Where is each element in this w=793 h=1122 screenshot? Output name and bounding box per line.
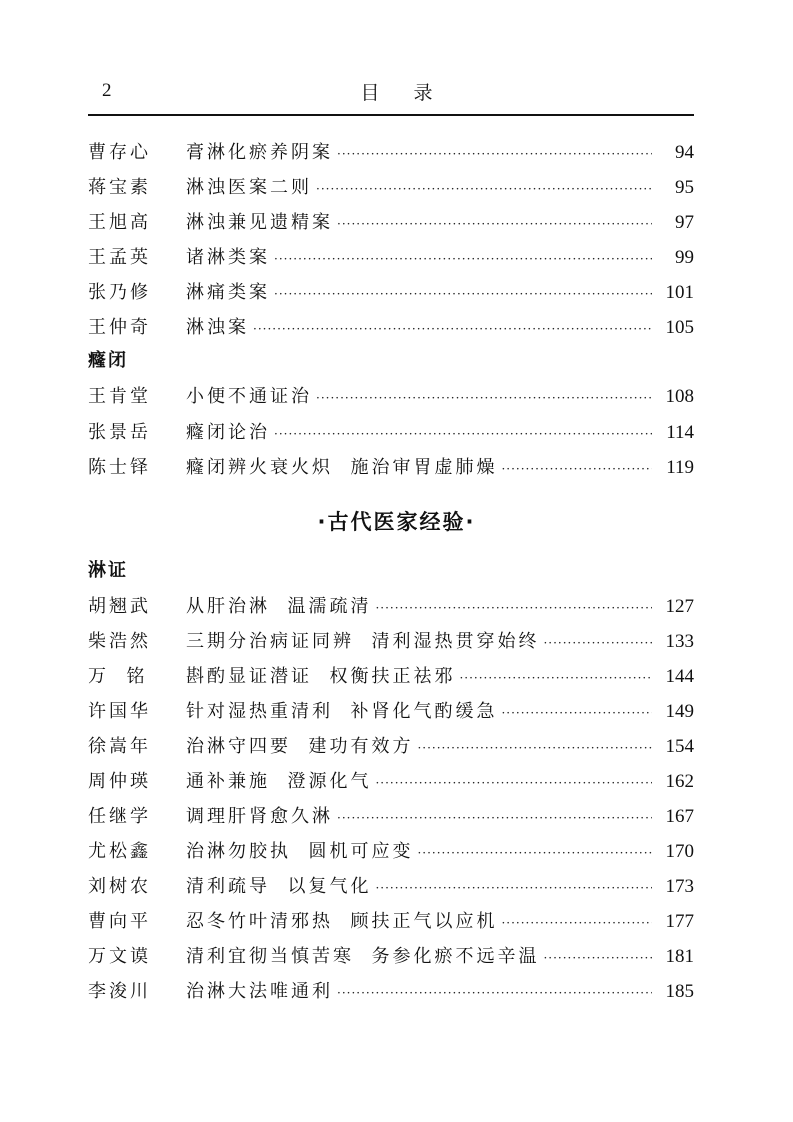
entry-page: 101 [665, 282, 694, 303]
entry-author: 刘树农 [88, 876, 151, 897]
entry-page: 105 [665, 317, 694, 338]
toc-entry[interactable] [88, 313, 694, 343]
dot-leader [501, 454, 652, 484]
dot-leader [459, 663, 652, 693]
entry-page: 114 [666, 422, 694, 443]
entry-title: 清利宜彻当慎苦寒 务参化瘀不远辛温 [186, 946, 540, 967]
page-number: 2 [102, 80, 112, 101]
dot-leader [375, 593, 652, 623]
entry-title: 癃闭论治 [186, 422, 270, 443]
dot-leader [417, 838, 652, 868]
toc-entry[interactable] [88, 243, 694, 273]
entry-page: 99 [675, 247, 694, 268]
header-rule [88, 114, 694, 116]
entry-title: 三期分治病证同辨 清利湿热贯穿始终 [186, 631, 540, 652]
running-title: 目录 [360, 82, 467, 104]
entry-title: 治淋守四要 建功有效方 [186, 736, 414, 757]
toc-entry[interactable] [88, 907, 694, 937]
toc-entry[interactable] [88, 138, 694, 168]
dot-leader [543, 943, 652, 973]
toc-entry[interactable] [88, 697, 694, 727]
dot-leader [274, 419, 652, 449]
entry-title: 诸淋类案 [186, 247, 270, 268]
entry-author: 陈士铎 [88, 457, 151, 478]
toc-entry[interactable] [88, 592, 694, 622]
toc-entry[interactable] [88, 662, 694, 692]
dot-leader [337, 209, 652, 239]
entry-title: 清利疏导 以复气化 [186, 876, 372, 897]
toc-entry[interactable] [88, 208, 694, 238]
entry-author: 曹向平 [88, 911, 151, 932]
entry-page: 162 [665, 771, 694, 792]
entry-author: 尤松鑫 [88, 841, 151, 862]
entry-page: 181 [665, 946, 694, 967]
dot-leader [337, 978, 652, 1008]
entry-author: 张乃修 [88, 282, 151, 303]
entry-author: 周仲瑛 [88, 771, 151, 792]
toc-entry[interactable] [88, 872, 694, 902]
entry-title: 治淋大法唯通利 [186, 981, 333, 1002]
toc-entry[interactable] [88, 767, 694, 797]
entry-author: 曹存心 [88, 142, 151, 163]
entry-title: 调理肝肾愈久淋 [186, 806, 333, 827]
dot-leader [543, 628, 652, 658]
entry-author: 王旭高 [88, 212, 151, 233]
toc-entry[interactable] [88, 977, 694, 1007]
entry-author: 徐嵩年 [88, 736, 151, 757]
entry-author: 李浚川 [88, 981, 151, 1002]
entry-page: 119 [666, 457, 694, 478]
entry-page: 185 [665, 981, 694, 1002]
entry-author: 胡翘武 [88, 596, 151, 617]
entry-title: 膏淋化瘀养阴案 [186, 142, 333, 163]
entry-page: 97 [675, 212, 694, 233]
toc-entry[interactable] [88, 173, 694, 203]
entry-author: 王仲奇 [88, 317, 151, 338]
entry-author: 任继学 [88, 806, 151, 827]
entry-title: 治淋勿胶执 圆机可应变 [186, 841, 414, 862]
entry-title: 从肝治淋 温濡疏清 [186, 596, 372, 617]
entry-page: 167 [665, 806, 694, 827]
entry-title: 斟酌显证潜证 权衡扶正祛邪 [186, 666, 456, 687]
entry-page: 170 [665, 841, 694, 862]
entry-page: 177 [665, 911, 694, 932]
entry-page: 95 [675, 177, 694, 198]
entry-page: 94 [675, 142, 694, 163]
entry-page: 127 [665, 596, 694, 617]
toc-entry[interactable] [88, 418, 694, 448]
entry-author: 万文谟 [88, 946, 151, 967]
toc-entry[interactable] [88, 453, 694, 483]
entry-author: 王孟英 [88, 247, 151, 268]
dot-leader [316, 383, 652, 413]
section-heading: ·古代医家经验· [317, 510, 476, 534]
dot-leader [274, 279, 652, 309]
entry-title: 淋浊案 [186, 317, 249, 338]
entry-page: 154 [665, 736, 694, 757]
entry-title: 小便不通证治 [186, 386, 312, 407]
entry-author: 柴浩然 [88, 631, 151, 652]
category-heading: 癃闭 [88, 350, 128, 371]
entry-author: 万 铭 [88, 666, 148, 687]
entry-page: 144 [665, 666, 694, 687]
dot-leader [316, 174, 652, 204]
category-heading: 淋证 [88, 560, 128, 581]
entry-title: 忍冬竹叶清邪热 顾扶正气以应机 [186, 911, 498, 932]
dot-leader [337, 139, 652, 169]
entry-author: 王肯堂 [88, 386, 151, 407]
entry-page: 173 [665, 876, 694, 897]
dot-leader [375, 768, 652, 798]
entry-title: 针对湿热重清利 补肾化气酌缓急 [186, 701, 498, 722]
entry-title: 淋浊医案二则 [186, 177, 312, 198]
entry-author: 蒋宝素 [88, 177, 151, 198]
toc-entry[interactable] [88, 802, 694, 832]
entry-author: 许国华 [88, 701, 151, 722]
dot-leader [253, 314, 652, 344]
dot-leader [417, 733, 652, 763]
dot-leader [274, 244, 652, 274]
entry-title: 淋浊兼见遗精案 [186, 212, 333, 233]
entry-title: 淋痛类案 [186, 282, 270, 303]
entry-title: 癃闭辨火衰火炽 施治审胃虚肺燥 [186, 457, 498, 478]
dot-leader [337, 803, 652, 833]
toc-entry[interactable] [88, 732, 694, 762]
dot-leader [501, 908, 652, 938]
toc-entry[interactable] [88, 278, 694, 308]
entry-page: 108 [665, 386, 694, 407]
entry-title: 通补兼施 澄源化气 [186, 771, 372, 792]
entry-page: 149 [665, 701, 694, 722]
entry-page: 133 [665, 631, 694, 652]
toc-entry[interactable] [88, 942, 694, 972]
toc-entry[interactable] [88, 837, 694, 867]
dot-leader [501, 698, 652, 728]
entry-author: 张景岳 [88, 422, 151, 443]
dot-leader [375, 873, 652, 903]
toc-entry[interactable] [88, 627, 694, 657]
toc-entry[interactable] [88, 382, 694, 412]
